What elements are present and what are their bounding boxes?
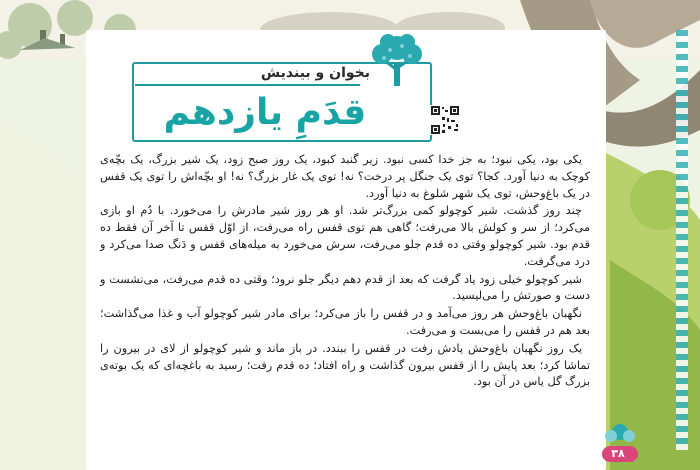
- decorative-ribbon: [676, 30, 688, 450]
- section-subtitle: بخوان و بیندیش: [260, 65, 370, 81]
- lesson-title: قدَمِ یازدهم: [163, 92, 367, 133]
- qr-code-icon[interactable]: [430, 105, 460, 135]
- story-text: [100, 152, 590, 422]
- story-paragraph-2: چند روز گذشت. شیر کوچولو کمی بزرگ‌تر شد. او هر روز شیر مادرش را می‌خورد. با دُم او بازی می‌کرد؛ از سر و کولش بالا می‌رفت؛ گاهی هم توی قفس راه می‌رفت، از اوّل قفس تا آخر آن فقط ده قدم بود. شیر کوچولو وقتی ده قدم جلو می‌رفت، سرش می‌خورد به میله‌های قفس و دَنگ صدا می‌کرد و درد می‌گرفت.: [100, 204, 590, 268]
- page-number: ۳۸: [611, 447, 625, 460]
- story-paragraph-5: یک روز نگهبان باغ‌وحش یادش رفت در قفس را ببندد. در باز ماند و شیر کوچولو از لای در بیرون را تماشا کرد؛ بعد پایش را از قفس بیرون گذاشت و راه افتاد؛ ده قدم رفت؛ رسید به باغچه‌ای که یک بوته‌ی بزرگ گل یاس در آن بود.: [100, 341, 590, 389]
- tree-icon: [360, 30, 436, 90]
- subtitle-underline: [135, 84, 360, 86]
- story-paragraph-1: یکی بود، یکی نبود؛ به جز خدا کسی نبود. زیر گنبد کبود، یک روز صبح زود، یک شیر بزرگ، یک بچّه‌ی کوچک به دنیا آورد. کجا؟ توی یک جنگل پر درخت؟ نه! توی یک غار بزرگ؟ نه! او بچّه‌اش را توی یک قفس در یک باغ‌وحش، توی یک شهر شلوغ به دنیا آورد.: [100, 153, 590, 200]
- story-paragraph-4: نگهبان باغ‌وحش هر روز می‌آمد و در قفس را باز می‌کرد؛ برای مادر شیر کوچولو آب و غذا می‌گذاشت؛ بعد هم در قفس را می‌بست و می‌رفت.: [100, 307, 590, 337]
- story-paragraph-3: شیر کوچولو خیلی زود یاد گرفت که بعد از قدم دهم دیگر جلو نرود؛ وقتی ده قدم می‌رفت، می‌نشست و دست و صورتش را می‌لیسید.: [100, 272, 590, 303]
